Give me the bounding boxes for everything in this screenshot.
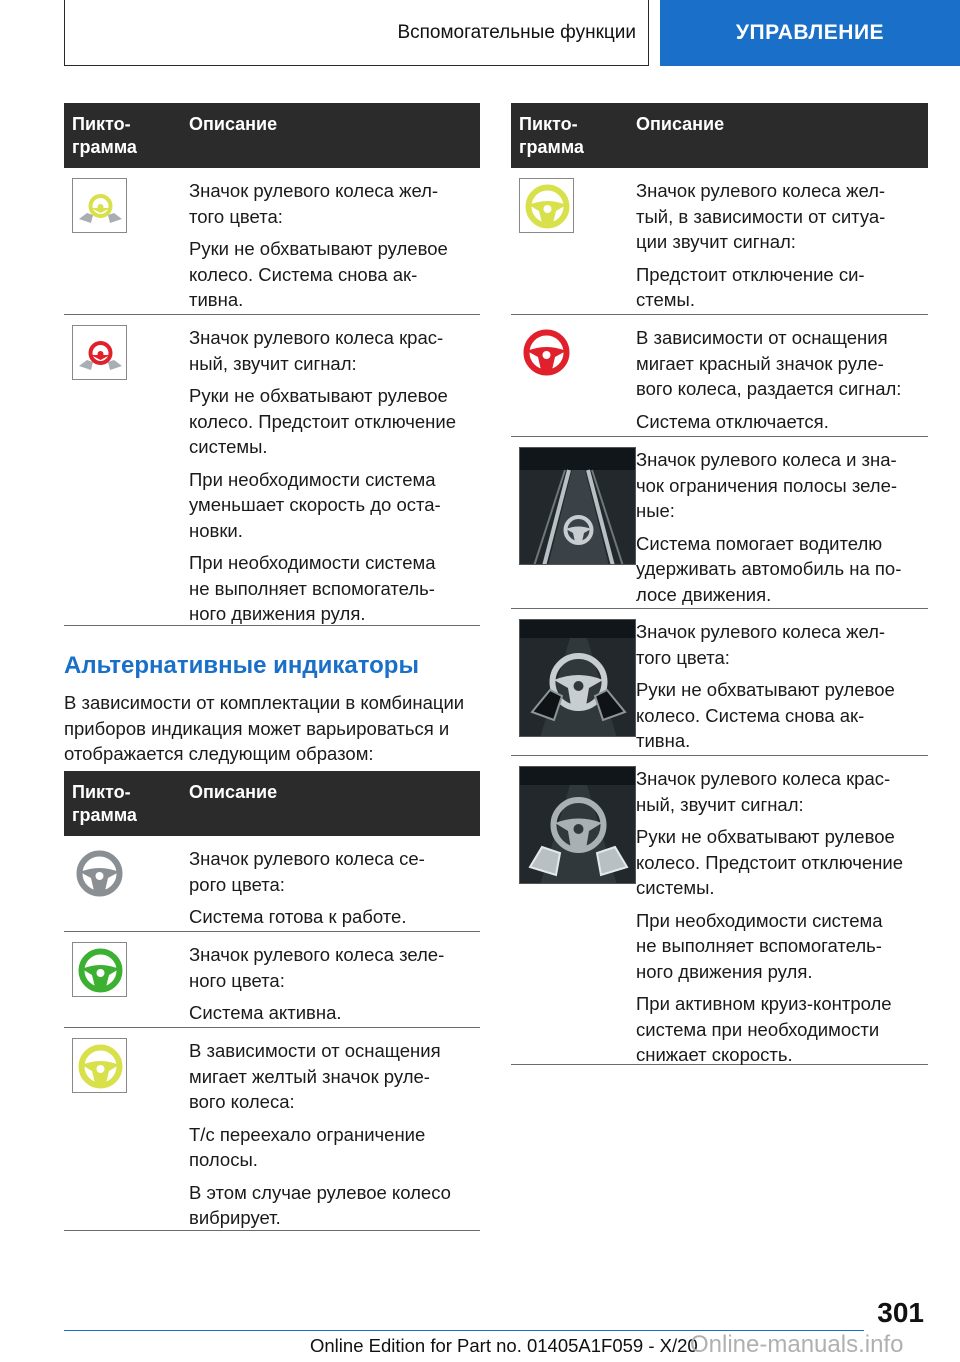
row-text: Руки не обхватывают рулевое колесо. Система снова ак- тивна. — [636, 679, 895, 751]
table-bottom-left — [64, 771, 480, 1231]
row-text: Значок рулевого колеса жел- того цвета: — [189, 180, 439, 227]
table-top-left — [64, 103, 480, 626]
row-text: Значок рулевого колеса крас- ный, звучит сигнал: — [189, 327, 444, 374]
row-text: При необходимости система не выполняет вспомогатель- ного движения руля. — [636, 909, 883, 982]
table-row — [64, 836, 480, 932]
table-row — [511, 168, 928, 315]
row-text: Руки не обхватывают рулевое колесо. Предстоит отключение системы. — [189, 385, 456, 457]
row-text: Предстоит отключение си- стемы. — [636, 263, 865, 310]
section-heading: Альтернативные индикаторы — [64, 652, 419, 679]
row-text: Значок рулевого колеса зеле- ного цвета: — [189, 944, 445, 991]
row-text: Значок рулевого колеса жел- того цвета: — [636, 621, 886, 668]
page-number: 301 — [877, 1297, 924, 1328]
table-row — [511, 756, 928, 1065]
lane-assist-display-icon — [519, 447, 636, 565]
col-description: Описание — [636, 114, 725, 134]
table-row — [511, 437, 928, 609]
row-text: При необходимости система уменьшает скорость до оста- новки. — [189, 468, 441, 541]
row-text: Система отключается. — [636, 410, 829, 432]
row-text: При необходимости система не выполняет вспомогатель- ного движения руля. — [189, 552, 436, 624]
section-header — [64, 0, 649, 66]
row-text: Значок рулевого колеса крас- ный, звучит сигнал: — [636, 768, 891, 815]
row-text: В зависимости от оснащения мигает красный значок руле- вого колеса, раздается сигнал: — [636, 327, 902, 399]
footer-edition: Online Edition for Part no. 01405A1F059 - X/20 — [310, 1335, 698, 1356]
section-title-header: Вспомогательные функции — [397, 21, 636, 43]
row-text: При активном круиз-контроле система при необходимости снижает скорость. — [636, 993, 892, 1065]
steering-wheel-yellow-icon — [519, 178, 574, 233]
hands-off-wheel-display-icon — [519, 766, 636, 884]
col-description: Описание — [189, 782, 278, 802]
col-description: Описание — [189, 114, 278, 134]
row-text: Т/с переехало ограничение полосы. — [189, 1123, 426, 1170]
table-row — [64, 315, 480, 626]
steering-wheel-green-icon — [72, 942, 127, 997]
chapter-label: УПРАВЛЕНИЕ — [735, 21, 885, 44]
row-text: Система готова к работе. — [189, 906, 407, 927]
row-text: Руки не обхватывают рулевое колесо. Предстоит отключение системы. — [636, 826, 903, 898]
row-text: Значок рулевого колеса жел- тый, в зависимости от ситуа- ции звучит сигнал: — [636, 180, 886, 252]
row-text: Значок рулевого колеса се- рого цвета: — [189, 848, 425, 895]
row-text: Система активна. — [189, 1002, 342, 1023]
table-row — [64, 932, 480, 1028]
chapter-tab — [660, 0, 960, 66]
table-row — [511, 315, 928, 437]
col-pictogram: Пикто- грамма — [72, 114, 137, 157]
hands-on-wheel-display-icon — [519, 619, 636, 737]
table-row — [64, 168, 480, 315]
table-header — [511, 103, 928, 168]
table-row — [511, 609, 928, 756]
footer-site-watermark[interactable]: Online-manuals.info — [690, 1331, 904, 1358]
col-pictogram: Пикто- грамма — [72, 782, 137, 825]
row-text: В этом случае рулевое колесо вибрирует. — [189, 1181, 451, 1228]
col-pictogram: Пикто- грамма — [519, 114, 584, 157]
steering-wheel-yellow-icon — [72, 1038, 127, 1093]
steering-wheel-yellow-hands-icon — [72, 178, 127, 233]
row-text: Руки не обхватывают рулевое колесо. Система снова ак- тивна. — [189, 238, 448, 310]
row-text: В зависимости от оснащения мигает желтый значок руле- вого колеса: — [189, 1040, 441, 1112]
table-header — [64, 103, 480, 168]
row-text: Значок рулевого колеса и зна- чок ограничения полосы зеле- ные: — [636, 449, 898, 521]
row-text: Система помогает водителю удерживать автомобиль на по- лосе движения. — [636, 532, 902, 605]
steering-wheel-gray-icon — [72, 846, 127, 901]
table-row — [64, 1028, 480, 1231]
steering-wheel-red-icon — [519, 325, 574, 380]
table-header — [64, 771, 480, 836]
section-intro: В зависимости от комплектации в комбинации приборов индикация может варьироваться и отображается следующим образом: — [64, 692, 465, 764]
table-right — [511, 103, 928, 1065]
steering-wheel-red-hands-icon — [72, 325, 127, 380]
